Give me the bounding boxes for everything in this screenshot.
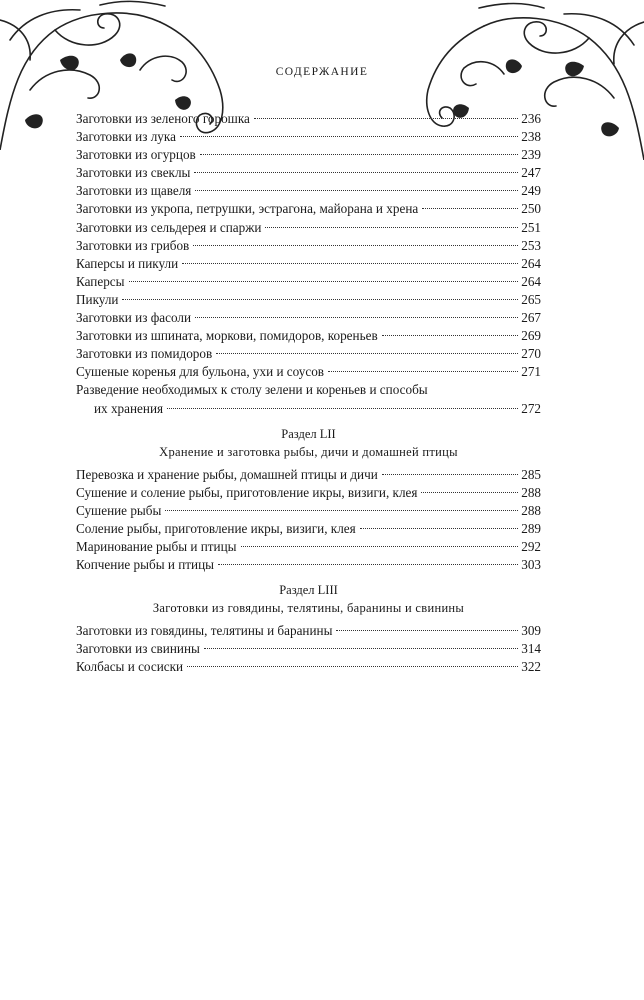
toc-entry[interactable] xyxy=(76,327,541,345)
dot-leader xyxy=(241,546,519,547)
toc-page-number: 238 xyxy=(521,129,541,145)
toc-entry-title: Заготовки из говядины, телятины и баранины xyxy=(76,623,333,639)
toc-entry[interactable] xyxy=(76,164,541,182)
toc-entry[interactable] xyxy=(76,237,541,255)
toc-page-number: 269 xyxy=(521,328,541,344)
section-title: Хранение и заготовка рыбы, дичи и домашней птицы xyxy=(159,444,458,459)
toc-entry-title: Разведение необходимых к столу зелени и кореньев и способы xyxy=(76,382,428,398)
dot-leader xyxy=(182,263,518,264)
section-title: Заготовки из говядины, телятины, баранины и свинины xyxy=(152,601,465,616)
dot-leader xyxy=(265,227,518,228)
toc-entry-title: Заготовки из помидоров xyxy=(76,346,213,362)
toc-page-number: 247 xyxy=(521,165,541,181)
toc-entry[interactable] xyxy=(76,484,541,502)
toc-entry-title: Заготовки из зеленого горошка xyxy=(76,111,250,126)
toc-page-number: 292 xyxy=(521,538,541,554)
toc-entry[interactable] xyxy=(76,309,541,327)
toc-page-number: 265 xyxy=(521,291,541,307)
dot-leader xyxy=(195,317,518,318)
toc-entry-list xyxy=(76,622,541,676)
toc-page-number: 303 xyxy=(521,557,541,573)
dot-leader xyxy=(195,190,518,191)
toc-entry[interactable] xyxy=(76,291,541,309)
dot-leader xyxy=(254,118,518,119)
toc-entry-title: Каперсы и пикули xyxy=(76,255,179,271)
dot-leader xyxy=(360,528,519,529)
dot-leader xyxy=(165,510,518,511)
toc-entry[interactable] xyxy=(76,363,541,381)
toc-entry-title: Колбасы и сосиски xyxy=(76,659,184,675)
toc-entry-title: Копчение рыбы и птицы xyxy=(76,557,215,573)
toc-entry-title: Соление рыбы, приготовление икры, визиги, клея xyxy=(76,520,356,536)
toc-page-number: 285 xyxy=(521,466,541,482)
dot-leader xyxy=(122,299,518,300)
toc-entry-title: Заготовки из фасоли xyxy=(76,310,192,326)
dot-leader xyxy=(129,281,519,282)
dot-leader xyxy=(218,564,518,565)
toc-entry-title: Заготовки из огурцов xyxy=(76,147,196,163)
toc-page-number: 251 xyxy=(521,219,541,235)
dot-leader xyxy=(336,630,518,631)
toc-page-number: 249 xyxy=(521,183,541,199)
toc-entry[interactable] xyxy=(76,520,541,538)
toc-page-number: 272 xyxy=(521,400,541,416)
toc-page-number: 309 xyxy=(521,623,541,639)
section-label: Раздел LIII xyxy=(279,583,338,598)
toc-entry[interactable] xyxy=(76,556,541,574)
toc-page-number: 271 xyxy=(521,364,541,380)
dot-leader xyxy=(216,353,518,354)
toc-page-number: 264 xyxy=(521,255,541,271)
toc-entry-list xyxy=(76,110,541,381)
toc-page-number: 270 xyxy=(521,346,541,362)
toc-entry[interactable] xyxy=(76,658,541,676)
toc-page-number: 239 xyxy=(521,147,541,163)
toc-page-number: 288 xyxy=(521,484,541,500)
toc-entry-title: Заготовки из шпината, моркови, помидоров, кореньев xyxy=(76,328,378,344)
toc-entry-title: Заготовки из свинины xyxy=(76,641,200,657)
toc-entry-title: Перевозка и хранение рыбы, домашней птицы и дичи xyxy=(76,466,378,482)
toc-entry[interactable] xyxy=(76,146,541,164)
toc-entry-title: Сушеные коренья для бульона, ухи и соусов xyxy=(76,364,325,380)
dot-leader xyxy=(200,154,518,155)
toc-entry[interactable] xyxy=(76,219,541,237)
dot-leader xyxy=(421,492,518,493)
toc-entry[interactable] xyxy=(76,502,541,520)
dot-leader xyxy=(194,172,518,173)
dot-leader xyxy=(180,136,518,137)
toc-entry-title: Сушение рыбы xyxy=(76,502,162,518)
toc-entry[interactable] xyxy=(76,345,541,363)
toc-entry-title: Каперсы xyxy=(76,273,125,289)
toc-entry-title: Сушение и соление рыбы, приготовление икры, визиги, клея xyxy=(76,484,418,500)
dot-leader xyxy=(187,666,518,667)
section-label: Раздел LII xyxy=(281,426,336,441)
dot-leader xyxy=(193,245,518,246)
dot-leader xyxy=(382,335,519,336)
toc-entry[interactable] xyxy=(76,182,541,200)
toc-entry[interactable] xyxy=(76,381,541,417)
dot-leader xyxy=(204,648,518,649)
toc-page-number: 267 xyxy=(521,310,541,326)
toc-entry-title: Заготовки из грибов xyxy=(76,237,190,253)
running-head: СОДЕРЖАНИЕ xyxy=(275,66,369,78)
toc-entry[interactable] xyxy=(76,110,541,128)
toc-entry-title: Заготовки из щавеля xyxy=(76,183,192,199)
toc-entry[interactable] xyxy=(76,273,541,291)
toc-entry-title: Заготовки из лука xyxy=(76,129,176,145)
toc-entry[interactable] xyxy=(76,622,541,640)
toc-entry[interactable] xyxy=(76,200,541,218)
toc-page-number: 264 xyxy=(521,273,541,289)
toc-page-number: 289 xyxy=(521,520,541,536)
toc-page-number: 288 xyxy=(521,502,541,518)
toc-entry-title: Заготовки из свеклы xyxy=(76,165,191,181)
toc-entry[interactable] xyxy=(76,128,541,146)
toc-entry[interactable] xyxy=(76,466,541,484)
dot-leader xyxy=(328,371,518,372)
toc-entry-title: Заготовки из укропа, петрушки, эстрагона, майорана и хрена xyxy=(76,201,419,217)
toc-entry-title: их хранения xyxy=(94,400,164,416)
toc-page-number: 236 xyxy=(521,111,541,126)
dot-leader xyxy=(382,474,518,475)
toc-entry[interactable] xyxy=(76,255,541,273)
toc-page-number: 250 xyxy=(521,201,541,217)
toc-entry-title: Заготовки из сельдерея и спаржи xyxy=(76,219,262,235)
toc-entry-title: Маринование рыбы и птицы xyxy=(76,538,237,554)
toc-entry-title: Пикули xyxy=(76,291,119,307)
toc-page-number: 253 xyxy=(521,237,541,253)
dot-leader xyxy=(422,208,518,209)
toc-entry[interactable] xyxy=(76,538,541,556)
toc-page-number: 314 xyxy=(521,641,541,657)
toc-page-number: 322 xyxy=(521,659,541,675)
dot-leader xyxy=(167,408,518,409)
toc-entry[interactable] xyxy=(76,640,541,658)
table-of-contents xyxy=(76,110,541,676)
toc-entry-list xyxy=(76,466,541,575)
